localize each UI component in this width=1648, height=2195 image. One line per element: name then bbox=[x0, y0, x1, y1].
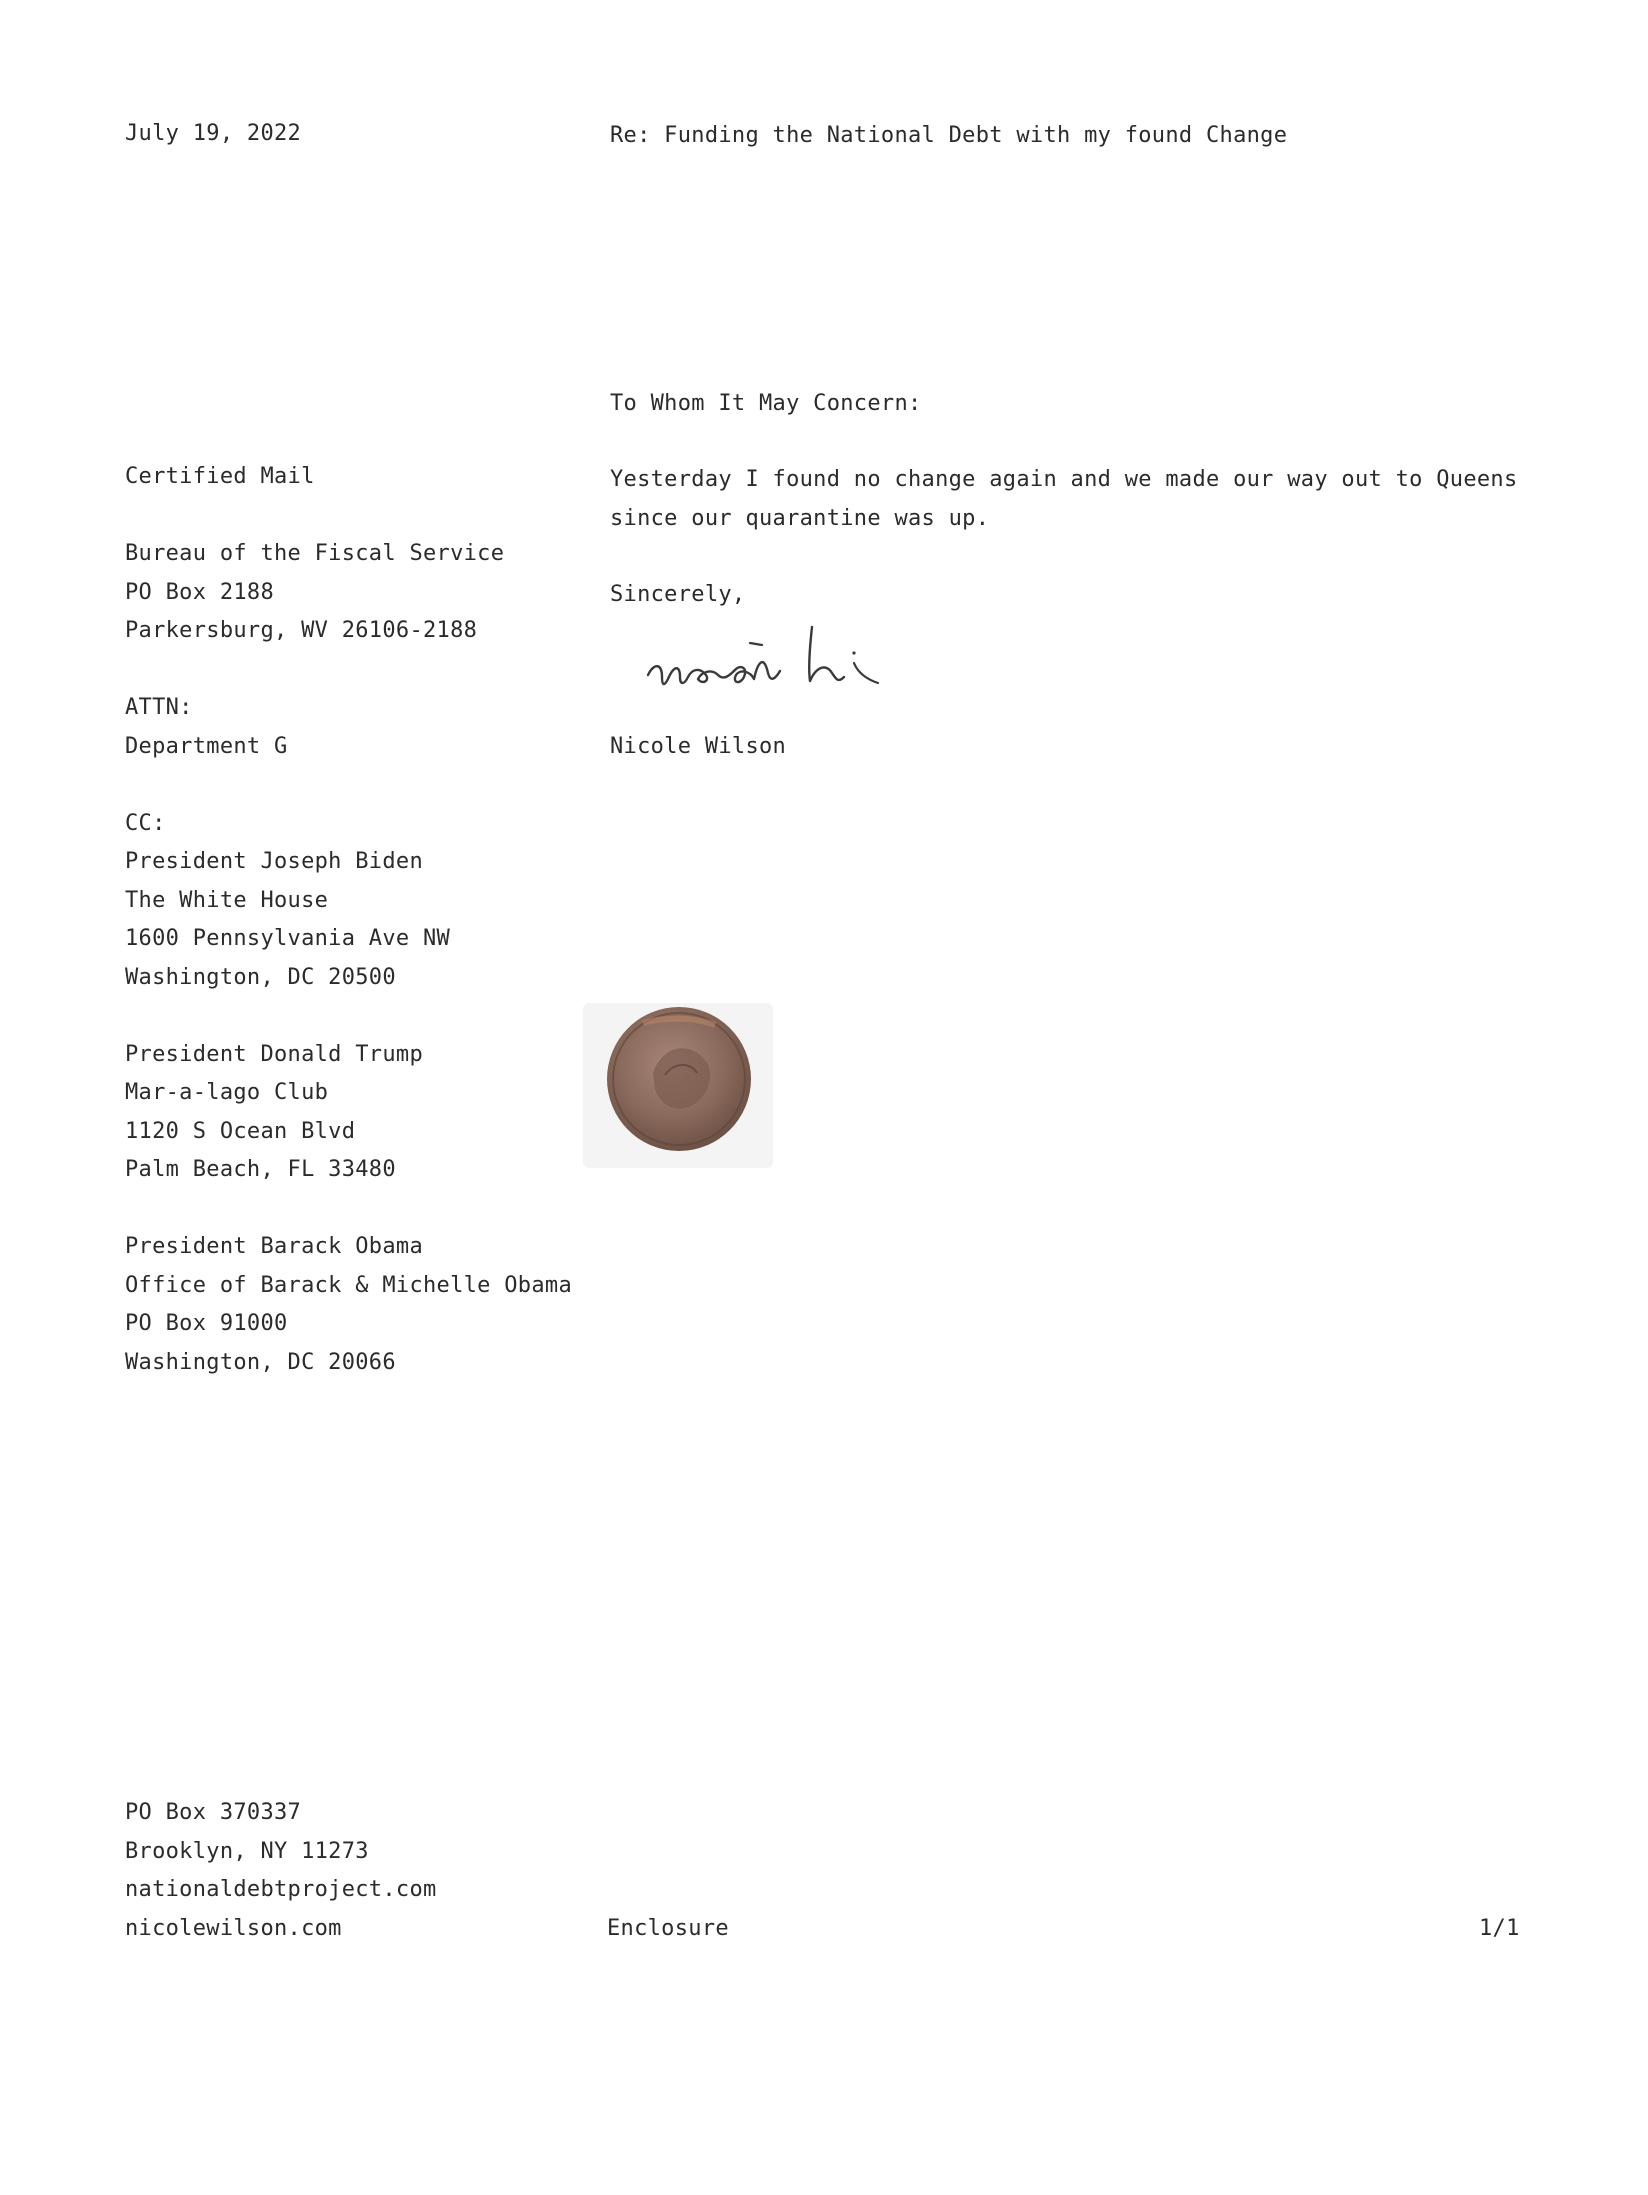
cc-line: President Barack Obama bbox=[125, 1234, 423, 1259]
closing: Sincerely, bbox=[610, 582, 746, 607]
cc-line: Office of Barack & Michelle Obama bbox=[125, 1272, 572, 1298]
signer-name: Nicole Wilson bbox=[610, 734, 787, 759]
page-number: 1/1 bbox=[1479, 1916, 1520, 1941]
recipient-line: PO Box 2188 bbox=[125, 579, 274, 605]
cc-line: 1600 Pennsylvania Ave NW bbox=[125, 926, 451, 951]
sender-website: nicolewilson.com bbox=[125, 1915, 342, 1941]
sender-line: PO Box 370337 bbox=[125, 1800, 302, 1825]
letter-subject: Re: Funding the National Debt with my found Change bbox=[610, 123, 1288, 148]
mailing-block bbox=[125, 458, 572, 1382]
letter-date: July 19, 2022 bbox=[125, 121, 302, 146]
recipient-line: Bureau of the Fiscal Service bbox=[125, 541, 505, 566]
salutation: To Whom It May Concern: bbox=[610, 391, 922, 416]
body-line: Yesterday I found no change again and we made our way out to Queens bbox=[610, 467, 1518, 492]
cc-line: Mar-a-lago Club bbox=[125, 1080, 329, 1105]
cc-label: CC: bbox=[125, 810, 166, 836]
recipient-line: Parkersburg, WV 26106-2188 bbox=[125, 618, 478, 643]
sender-address bbox=[125, 1794, 437, 1948]
cc-line: The White House bbox=[125, 887, 329, 913]
sender-line: Brooklyn, NY 11273 bbox=[125, 1838, 369, 1864]
cc-line: President Donald Trump bbox=[125, 1041, 423, 1067]
attn-value: Department G bbox=[125, 733, 288, 759]
sender-website: nationaldebtproject.com bbox=[125, 1877, 437, 1902]
letter-body bbox=[610, 461, 1518, 538]
cc-line: PO Box 91000 bbox=[125, 1311, 288, 1336]
enclosure-note: Enclosure bbox=[607, 1916, 729, 1941]
mailing-method: Certified Mail bbox=[125, 464, 315, 489]
coin-enclosure bbox=[583, 1003, 773, 1168]
cc-line: Washington, DC 20500 bbox=[125, 964, 396, 990]
cc-line: 1120 S Ocean Blvd bbox=[125, 1118, 356, 1144]
cc-line: Washington, DC 20066 bbox=[125, 1349, 396, 1375]
body-line: since our quarantine was up. bbox=[610, 505, 990, 531]
cc-line: President Joseph Biden bbox=[125, 849, 423, 874]
cc-line: Palm Beach, FL 33480 bbox=[125, 1157, 396, 1182]
signature-image bbox=[640, 615, 980, 720]
attn-label: ATTN: bbox=[125, 695, 193, 720]
penny-coin-icon bbox=[603, 1003, 755, 1155]
